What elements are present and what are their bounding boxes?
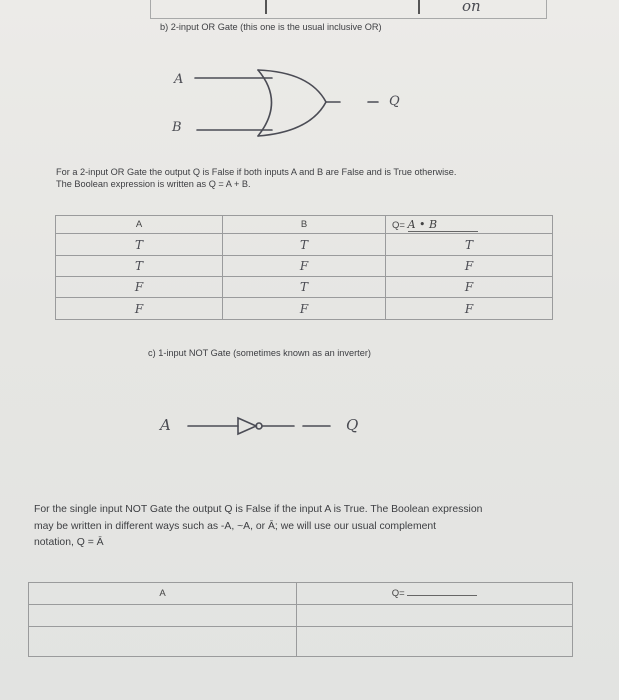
table-row bbox=[29, 605, 573, 627]
table-header-row bbox=[56, 216, 553, 234]
cell-b: F bbox=[223, 256, 386, 277]
cell-a bbox=[29, 627, 297, 657]
cell-q: F bbox=[386, 298, 553, 320]
not-gate-description bbox=[34, 502, 554, 552]
or-gate-symbol bbox=[195, 70, 378, 136]
column-header-q bbox=[297, 583, 573, 605]
cell-q bbox=[297, 605, 573, 627]
or-description-line: For a 2-input OR Gate the output Q is False if both inputs A and B are False and is True otherwise. bbox=[56, 167, 457, 177]
table-header-row bbox=[29, 583, 573, 605]
q-handwritten-answer: A • B bbox=[408, 218, 478, 232]
not-description-line: may be written in different ways such as -A, ~A, or Ā; we will use our usual complement bbox=[34, 520, 437, 532]
handwritten-note: on bbox=[462, 0, 481, 15]
cell-b: F bbox=[223, 298, 386, 320]
or-gate-description bbox=[56, 166, 456, 190]
or-gate-heading: b) 2-input OR Gate (this one is the usual inclusive OR) bbox=[160, 22, 382, 32]
cell-q: T bbox=[386, 234, 553, 256]
q-blank-line bbox=[407, 595, 477, 596]
not-description-line: notation, Q = Ā bbox=[34, 537, 104, 548]
not-output-q-label: Q bbox=[346, 416, 359, 434]
column-header-a: A bbox=[56, 216, 223, 234]
or-description-line: The Boolean expression is written as Q = A + B. bbox=[56, 179, 251, 189]
cell-q bbox=[297, 627, 573, 657]
or-truth-table bbox=[55, 215, 553, 320]
not-truth-table bbox=[28, 582, 573, 657]
or-input-a-label: A bbox=[174, 72, 184, 87]
or-input-b-label: B bbox=[172, 120, 182, 135]
not-input-a-label: A bbox=[160, 416, 171, 434]
cell-q: F bbox=[386, 277, 553, 298]
cell-q: F bbox=[386, 256, 553, 277]
cell-a: T bbox=[56, 234, 223, 256]
or-output-q-label: Q bbox=[389, 94, 400, 109]
not-gate-heading: c) 1-input NOT Gate (sometimes known as an inverter) bbox=[148, 348, 371, 358]
not-description-line: For the single input NOT Gate the output Q is False if the input A is True. The Boolean expression bbox=[34, 504, 483, 515]
q-label: Q= bbox=[392, 219, 405, 231]
table-row bbox=[56, 234, 553, 256]
column-header-q bbox=[386, 216, 553, 234]
table-row bbox=[56, 277, 553, 298]
cell-b: T bbox=[223, 277, 386, 298]
cell-a: F bbox=[56, 277, 223, 298]
table-row bbox=[56, 256, 553, 277]
column-header-b: B bbox=[223, 216, 386, 234]
not-gate-symbol bbox=[188, 418, 330, 434]
column-header-a: A bbox=[29, 583, 297, 605]
table-row bbox=[56, 298, 553, 320]
cell-a bbox=[29, 605, 297, 627]
q-label: Q= bbox=[391, 588, 405, 599]
cell-b: T bbox=[223, 234, 386, 256]
cell-a: F bbox=[56, 298, 223, 320]
cell-a: T bbox=[56, 256, 223, 277]
table-row bbox=[29, 627, 573, 657]
